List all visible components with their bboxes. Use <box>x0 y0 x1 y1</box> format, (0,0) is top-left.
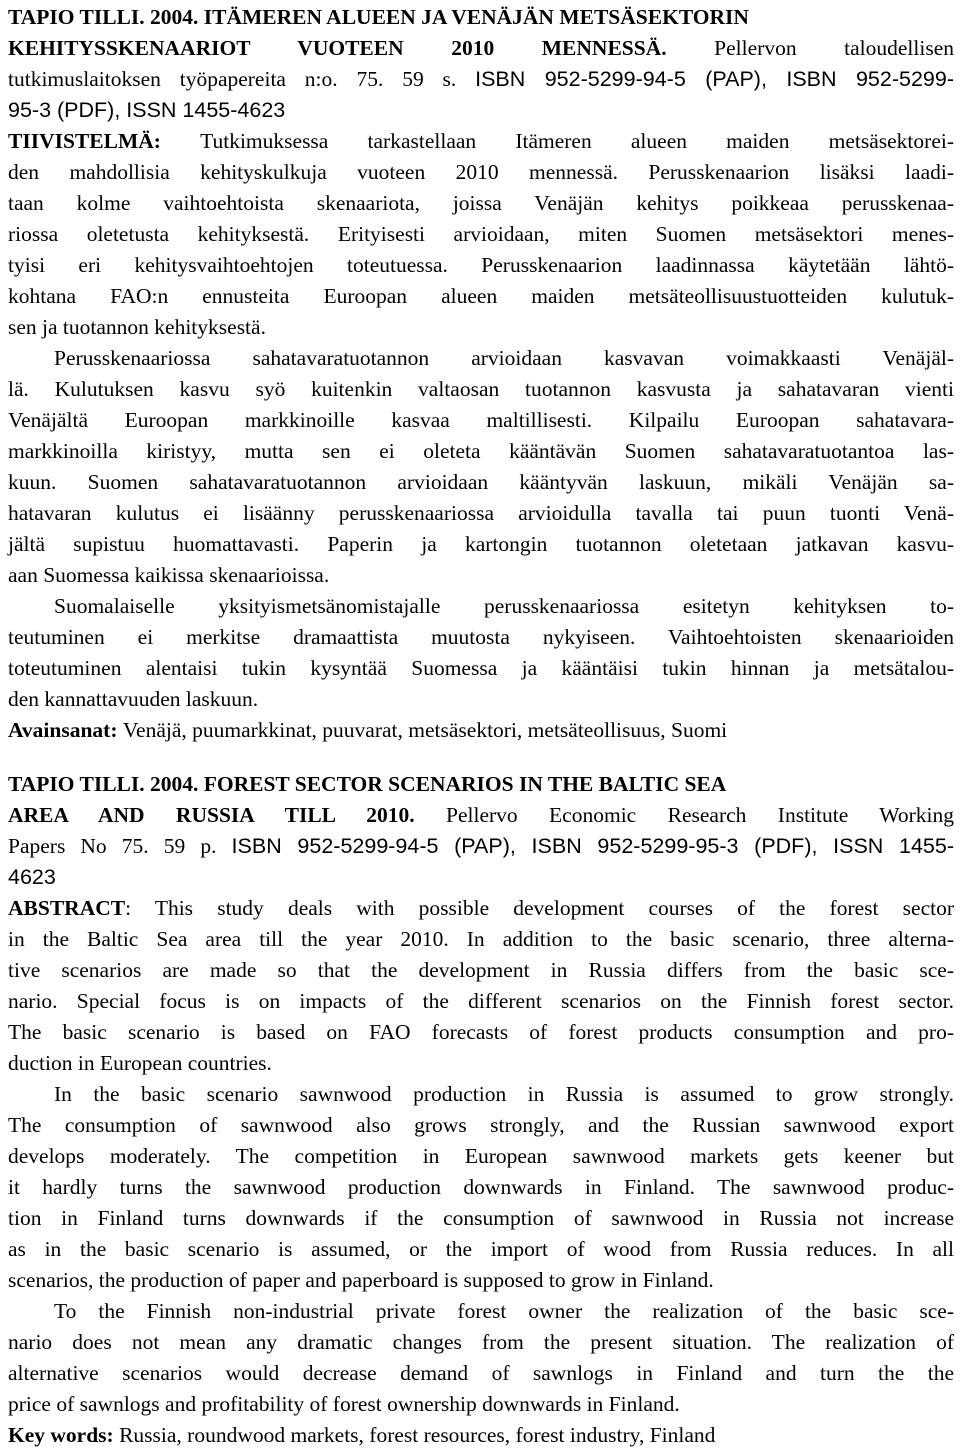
finnish-line <box>8 498 954 529</box>
finnish-line <box>8 126 954 157</box>
text-run: lä. Kulutuksen kasvu syö kuitenkin valtaosan tuotannon kasvusta ja sahatavaran vienti <box>8 377 954 401</box>
text-run: tion in Finland turns downwards if the consumption of sawnwood in Russia not increase <box>8 1206 954 1230</box>
text-run: as in the basic scenario is assumed, or the import of wood from Russia reduces. In all <box>8 1237 954 1261</box>
text-run: To the Finnish non-industrial private forest owner the realization of the basic sce- <box>54 1299 954 1323</box>
finnish-line <box>8 250 954 281</box>
text-run: kuun. Suomen sahatavaratuotannon arvioidaan kääntyvän laskuun, mikäli Venäjän sa- <box>8 470 954 494</box>
finnish-line <box>8 374 954 405</box>
bold-text-run: Avainsanat: <box>8 718 123 742</box>
text-run: Pellervon taloudellisen <box>714 36 954 60</box>
english-line <box>8 955 954 986</box>
english-line <box>8 986 954 1017</box>
bold-text-run: AREA AND RUSSIA TILL 2010. <box>8 803 446 827</box>
english-line <box>8 769 954 800</box>
text-run: tyisi eri kehitysvaihtoehtojen toteutuessa. Perusskenaarion laadinnassa käytetään lähtö- <box>8 253 954 277</box>
finnish-line <box>8 529 954 560</box>
english-line <box>8 800 954 831</box>
english-line <box>8 1017 954 1048</box>
english-line <box>8 1265 954 1296</box>
bold-text-run: KEHITYSSKENAARIOT VUOTEEN 2010 MENNESSÄ. <box>8 36 715 60</box>
text-run: Russia, roundwood markets, forest resources, forest industry, Finland <box>119 1423 716 1447</box>
finnish-line <box>8 64 954 95</box>
english-line <box>8 1079 954 1110</box>
english-line <box>8 1296 954 1327</box>
text-run: toteutuminen alentaisi tukin kysyntää Suomessa ja kääntäisi tukin hinnan ja metsätalou- <box>8 656 954 680</box>
text-run: jältä supistuu huomattavasti. Paperin ja kartongin tuotannon oletetaan jatkavan kasvu- <box>8 532 954 556</box>
text-run: hatavaran kulutus ei lisäänny perusskenaariossa arvioidulla tavalla tai puun tuonti Venä- <box>8 501 954 525</box>
english-line <box>8 1389 954 1420</box>
finnish-line <box>8 591 954 622</box>
english-line <box>8 831 954 862</box>
english-line <box>8 1048 954 1079</box>
text-run: duction in European countries. <box>8 1051 272 1075</box>
text-run: Tutkimuksessa tarkastellaan Itämeren alueen maiden metsäsektorei- <box>200 129 954 153</box>
finnish-line <box>8 467 954 498</box>
text-run: scenarios, the production of paper and paperboard is supposed to grow in Finland. <box>8 1268 714 1292</box>
finnish-line <box>8 2 954 33</box>
text-run: Pellervo Economic Research Institute Working <box>446 803 954 827</box>
text-run: price of sawnlogs and profitability of forest ownership downwards in Finland. <box>8 1392 680 1416</box>
english-line <box>8 924 954 955</box>
text-run: The basic scenario is based on FAO forecasts of forest products consumption and pro- <box>8 1020 954 1044</box>
text-run: den mahdollisia kehityskulkuja vuoteen 2010 mennessä. Perusskenaarion lisäksi laadi- <box>8 160 954 184</box>
text-run: tive scenarios are made so that the development in Russia differs from the basic sce- <box>8 958 954 982</box>
finnish-line <box>8 312 954 343</box>
isbn-text-run: 95-3 (PDF), ISSN 1455-4623 <box>8 98 286 122</box>
isbn-text-run: ISBN 952-5299-94-5 (PAP), ISBN 952-5299- <box>475 67 954 91</box>
finnish-line <box>8 343 954 374</box>
text-run: alternative scenarios would decrease demand of sawnlogs in Finland and turn the the <box>8 1361 954 1385</box>
english-line <box>8 1110 954 1141</box>
finnish-line <box>8 188 954 219</box>
text-run: aan Suomessa kaikissa skenaarioissa. <box>8 563 330 587</box>
english-line <box>8 1172 954 1203</box>
bold-text-run: TAPIO TILLI. 2004. ITÄMEREN ALUEEN JA VENÄJÄN METSÄSEKTORIN <box>8 5 749 29</box>
finnish-line <box>8 281 954 312</box>
finnish-line <box>8 684 954 715</box>
english-line <box>8 1358 954 1389</box>
text-run: riossa oletetusta kehityksestä. Erityisesti arvioidaan, miten Suomen metsäsektori menes- <box>8 222 954 246</box>
finnish-line <box>8 560 954 591</box>
text-run: In the basic scenario sawnwood production in Russia is assumed to grow strongly. <box>54 1082 954 1106</box>
isbn-text-run: 4623 <box>8 865 56 889</box>
finnish-line <box>8 622 954 653</box>
finnish-line <box>8 33 954 64</box>
text-run: taan kolme vaihtoehtoista skenaariota, joissa Venäjän kehitys poikkeaa perusskenaa- <box>8 191 954 215</box>
bold-text-run: TIIVISTELMÄ: <box>8 129 201 153</box>
isbn-text-run: ISBN 952-5299-94-5 (PAP), ISBN 952-5299-95-3 (PDF), ISSN 1455- <box>231 834 954 858</box>
finnish-line <box>8 157 954 188</box>
text-run: nario does not mean any dramatic changes from the present situation. The realization of <box>8 1330 954 1354</box>
finnish-line <box>8 715 954 746</box>
text-run: teutuminen ei merkitse dramaattista muutosta nykyiseen. Vaihtoehtoisten skenaarioiden <box>8 625 954 649</box>
text-run: The consumption of sawnwood also grows strongly, and the Russian sawnwood export <box>8 1113 954 1137</box>
text-run: markkinoilla kiristyy, mutta sen ei oleteta kääntävän Suomen sahatavaratuotantoa las- <box>8 439 954 463</box>
text-run: Perusskenaariossa sahatavaratuotannon arvioidaan kasvavan voimakkaasti Venäjäl- <box>54 346 954 370</box>
english-line <box>8 1420 954 1451</box>
text-run: develops moderately. The competition in European sawnwood markets gets keener but <box>8 1144 954 1168</box>
text-run: : This study deals with possible development courses of the forest sector <box>125 896 954 920</box>
finnish-line <box>8 436 954 467</box>
bold-text-run: Key words: <box>8 1423 120 1447</box>
finnish-line <box>8 219 954 250</box>
text-run: it hardly turns the sawnwood production downwards in Finland. The sawnwood produc- <box>8 1175 954 1199</box>
text-run: sen ja tuotannon kehityksestä. <box>8 315 266 339</box>
text-run: Venäjältä Euroopan markkinoille kasvaa maltillisesti. Kilpailu Euroopan sahatavara- <box>8 408 954 432</box>
text-run: Venäjä, puumarkkinat, puuvarat, metsäsektori, metsäteollisuus, Suomi <box>122 718 728 742</box>
text-run: nario. Special focus is on impacts of the different scenarios on the Finnish forest sector. <box>8 989 954 1013</box>
english-line <box>8 862 954 893</box>
english-line <box>8 1327 954 1358</box>
text-run: den kannattavuuden laskuun. <box>8 687 259 711</box>
finnish-line <box>8 653 954 684</box>
text-run: tutkimuslaitoksen työpapereita n:o. 75. 59 s. <box>8 67 476 91</box>
bold-text-run: ABSTRACT <box>8 896 126 920</box>
bold-text-run: TAPIO TILLI. 2004. FOREST SECTOR SCENARIOS IN THE BALTIC SEA <box>8 772 727 796</box>
english-line <box>8 1203 954 1234</box>
text-run: Papers No 75. 59 p. <box>8 834 232 858</box>
english-line <box>8 893 954 924</box>
finnish-line <box>8 95 954 126</box>
english-line <box>8 1234 954 1265</box>
text-run: Suomalaiselle yksityismetsänomistajalle perusskenaariossa esitetyn kehityksen to- <box>54 594 954 618</box>
text-run: in the Baltic Sea area till the year 2010. In addition to the basic scenario, three alterna- <box>8 927 954 951</box>
english-line <box>8 1141 954 1172</box>
text-run: kohtana FAO:n ennusteita Euroopan alueen maiden metsäteollisuustuotteiden kulutuk- <box>8 284 954 308</box>
finnish-line <box>8 405 954 436</box>
